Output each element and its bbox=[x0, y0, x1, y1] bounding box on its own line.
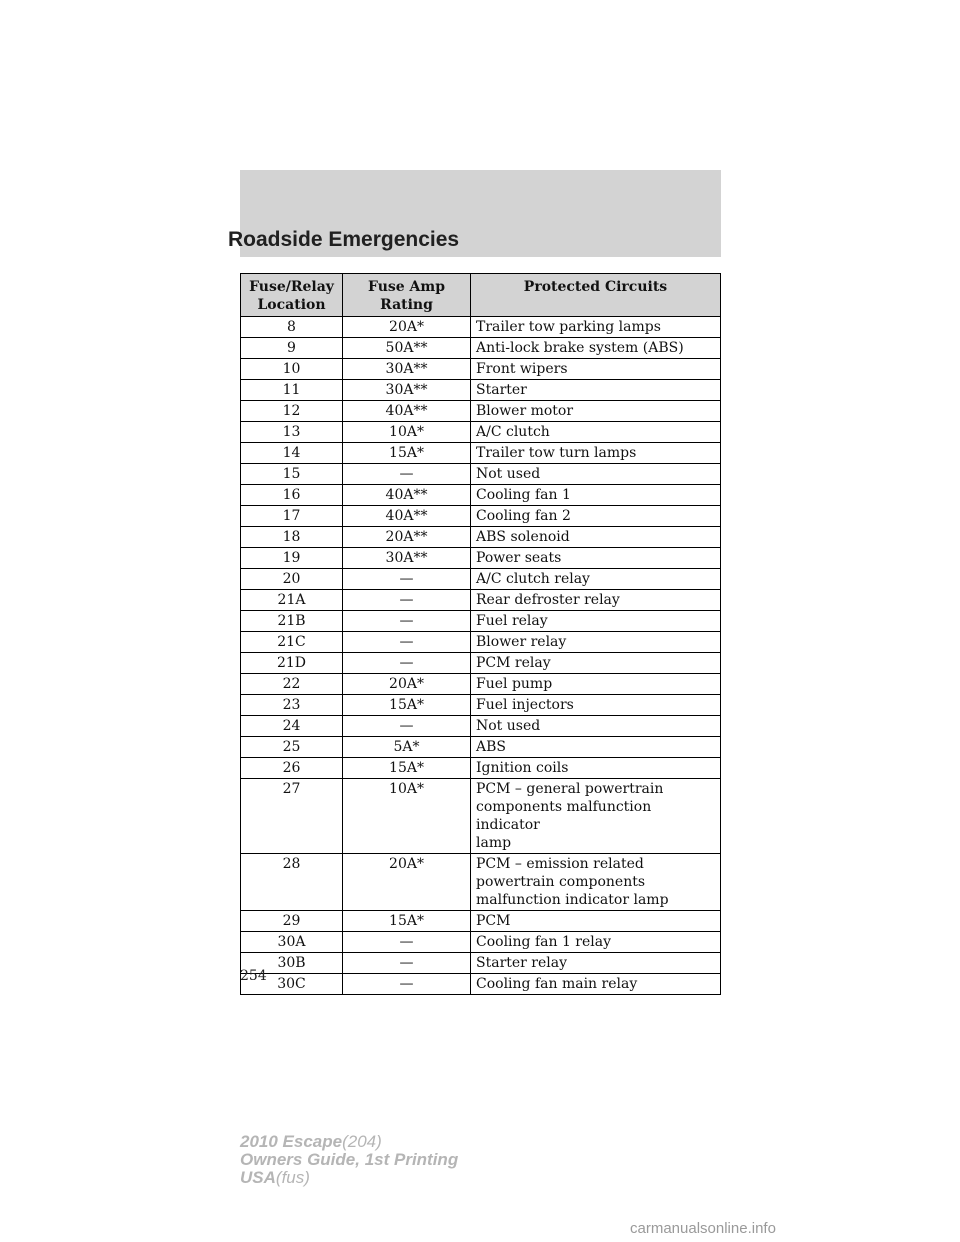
circuit-line: Blower relay bbox=[476, 634, 567, 650]
table-row bbox=[241, 317, 721, 338]
cell-location: 16 bbox=[241, 485, 343, 506]
cell-location: 18 bbox=[241, 527, 343, 548]
cell-rating: 50A** bbox=[343, 338, 471, 359]
table-row bbox=[241, 380, 721, 401]
cell-rating: 15A* bbox=[343, 695, 471, 716]
cell-rating: 30A** bbox=[343, 359, 471, 380]
cell-circuits bbox=[471, 380, 721, 401]
cell-circuits bbox=[471, 548, 721, 569]
cell-rating: 30A** bbox=[343, 548, 471, 569]
table-body bbox=[241, 317, 721, 995]
cell-location: 22 bbox=[241, 674, 343, 695]
cell-rating: — bbox=[343, 974, 471, 995]
cell-rating: 40A** bbox=[343, 506, 471, 527]
circuit-line: Starter bbox=[476, 382, 527, 398]
cell-location: 21A bbox=[241, 590, 343, 611]
cell-rating: 20A* bbox=[343, 674, 471, 695]
cell-rating: — bbox=[343, 611, 471, 632]
circuit-line: PCM relay bbox=[476, 655, 551, 671]
cell-circuits bbox=[471, 737, 721, 758]
cell-location: 30B bbox=[241, 953, 343, 974]
cell-location: 24 bbox=[241, 716, 343, 737]
cell-rating: 15A* bbox=[343, 911, 471, 932]
header-location: Fuse/Relay Location bbox=[241, 274, 343, 317]
cell-location: 9 bbox=[241, 338, 343, 359]
cell-circuits bbox=[471, 401, 721, 422]
cell-circuits bbox=[471, 953, 721, 974]
cell-rating: 15A* bbox=[343, 758, 471, 779]
cell-location: 15 bbox=[241, 464, 343, 485]
cell-circuits bbox=[471, 611, 721, 632]
circuit-line: components malfunction indicator bbox=[476, 799, 652, 833]
cell-circuits bbox=[471, 653, 721, 674]
cell-circuits bbox=[471, 506, 721, 527]
table-row bbox=[241, 464, 721, 485]
table-row bbox=[241, 506, 721, 527]
cell-location: 8 bbox=[241, 317, 343, 338]
table-row bbox=[241, 632, 721, 653]
circuit-line: Ignition coils bbox=[476, 760, 569, 776]
cell-location: 26 bbox=[241, 758, 343, 779]
table-row bbox=[241, 485, 721, 506]
cell-rating: 10A* bbox=[343, 422, 471, 443]
cell-circuits bbox=[471, 932, 721, 953]
circuit-line: powertrain components bbox=[476, 874, 646, 890]
cell-circuits bbox=[471, 422, 721, 443]
footer-line-3: USA(fus) bbox=[240, 1168, 310, 1187]
cell-location: 21B bbox=[241, 611, 343, 632]
page-number: 254 bbox=[240, 968, 267, 984]
section-title: Roadside Emergencies bbox=[228, 228, 460, 251]
circuit-line: Power seats bbox=[476, 550, 562, 566]
circuit-line: Fuel pump bbox=[476, 676, 553, 692]
print-footer bbox=[240, 1133, 458, 1187]
table-row bbox=[241, 974, 721, 995]
cell-circuits bbox=[471, 854, 721, 911]
circuit-line: Front wipers bbox=[476, 361, 568, 377]
table-row bbox=[241, 953, 721, 974]
header-rating: Fuse Amp Rating bbox=[343, 274, 471, 317]
circuit-line: Rear defroster relay bbox=[476, 592, 620, 608]
cell-location: 19 bbox=[241, 548, 343, 569]
circuit-line: Anti-lock brake system (ABS) bbox=[476, 340, 684, 356]
table-row bbox=[241, 569, 721, 590]
cell-circuits bbox=[471, 443, 721, 464]
cell-circuits bbox=[471, 338, 721, 359]
cell-circuits bbox=[471, 911, 721, 932]
circuit-line: malfunction indicator lamp bbox=[476, 892, 669, 908]
cell-circuits bbox=[471, 674, 721, 695]
cell-location: 30C bbox=[241, 974, 343, 995]
cell-circuits bbox=[471, 695, 721, 716]
circuit-line: Fuel injectors bbox=[476, 697, 574, 713]
cell-circuits bbox=[471, 974, 721, 995]
table-row bbox=[241, 779, 721, 854]
cell-location: 12 bbox=[241, 401, 343, 422]
table-row bbox=[241, 590, 721, 611]
table-row bbox=[241, 527, 721, 548]
table-row bbox=[241, 737, 721, 758]
fuse-table bbox=[240, 273, 721, 995]
cell-circuits bbox=[471, 464, 721, 485]
circuit-line: Not used bbox=[476, 466, 541, 482]
cell-circuits bbox=[471, 716, 721, 737]
circuit-line: PCM – general powertrain bbox=[476, 781, 664, 797]
cell-location: 21C bbox=[241, 632, 343, 653]
cell-circuits bbox=[471, 317, 721, 338]
cell-location: 30A bbox=[241, 932, 343, 953]
circuit-line: PCM – emission related bbox=[476, 856, 644, 872]
circuit-line: Cooling fan 2 bbox=[476, 508, 571, 524]
circuit-line: Trailer tow turn lamps bbox=[476, 445, 637, 461]
circuit-line: Not used bbox=[476, 718, 541, 734]
cell-location: 28 bbox=[241, 854, 343, 911]
cell-rating: 30A** bbox=[343, 380, 471, 401]
cell-rating: — bbox=[343, 932, 471, 953]
circuit-line: Starter relay bbox=[476, 955, 568, 971]
cell-circuits bbox=[471, 485, 721, 506]
cell-rating: 20A* bbox=[343, 317, 471, 338]
table-row bbox=[241, 338, 721, 359]
header-circuits: Protected Circuits bbox=[471, 274, 721, 317]
table-row bbox=[241, 854, 721, 911]
footer-line-2: Owners Guide, 1st Printing bbox=[240, 1150, 459, 1169]
table-row bbox=[241, 695, 721, 716]
cell-rating: — bbox=[343, 953, 471, 974]
cell-circuits bbox=[471, 779, 721, 854]
circuit-line: Cooling fan 1 relay bbox=[476, 934, 612, 950]
table-row bbox=[241, 422, 721, 443]
cell-rating: 5A* bbox=[343, 737, 471, 758]
cell-rating: 15A* bbox=[343, 443, 471, 464]
cell-location: 29 bbox=[241, 911, 343, 932]
circuit-line: Fuel relay bbox=[476, 613, 548, 629]
circuit-line: ABS solenoid bbox=[476, 529, 570, 545]
circuit-line: Cooling fan 1 bbox=[476, 487, 571, 503]
cell-rating: — bbox=[343, 569, 471, 590]
table-row bbox=[241, 443, 721, 464]
cell-rating: 20A* bbox=[343, 854, 471, 911]
cell-location: 13 bbox=[241, 422, 343, 443]
table-row bbox=[241, 548, 721, 569]
cell-location: 25 bbox=[241, 737, 343, 758]
watermark-link[interactable]: carmanualsonline.info bbox=[630, 1220, 776, 1237]
cell-rating: 20A** bbox=[343, 527, 471, 548]
cell-circuits bbox=[471, 527, 721, 548]
circuit-line: Blower motor bbox=[476, 403, 574, 419]
table-row bbox=[241, 674, 721, 695]
cell-rating: — bbox=[343, 653, 471, 674]
table-row bbox=[241, 611, 721, 632]
table-row bbox=[241, 758, 721, 779]
cell-location: 17 bbox=[241, 506, 343, 527]
circuit-line: Cooling fan main relay bbox=[476, 976, 638, 992]
table-row bbox=[241, 932, 721, 953]
cell-location: 10 bbox=[241, 359, 343, 380]
cell-circuits bbox=[471, 590, 721, 611]
table-row bbox=[241, 359, 721, 380]
table-header-row bbox=[241, 274, 721, 317]
circuit-line: ABS bbox=[476, 739, 506, 755]
cell-circuits bbox=[471, 359, 721, 380]
footer-line-1: 2010 Escape(204) bbox=[240, 1132, 382, 1151]
cell-location: 21D bbox=[241, 653, 343, 674]
table-row bbox=[241, 653, 721, 674]
circuit-line: Trailer tow parking lamps bbox=[476, 319, 661, 335]
cell-rating: 10A* bbox=[343, 779, 471, 854]
cell-rating: 40A** bbox=[343, 485, 471, 506]
cell-rating: — bbox=[343, 590, 471, 611]
circuit-line: A/C clutch relay bbox=[476, 571, 590, 587]
cell-location: 11 bbox=[241, 380, 343, 401]
table-row bbox=[241, 911, 721, 932]
cell-rating: 40A** bbox=[343, 401, 471, 422]
table-row bbox=[241, 401, 721, 422]
circuit-line: A/C clutch bbox=[476, 424, 550, 440]
cell-rating: — bbox=[343, 464, 471, 485]
circuit-line: PCM bbox=[476, 913, 511, 929]
cell-location: 20 bbox=[241, 569, 343, 590]
cell-circuits bbox=[471, 758, 721, 779]
cell-location: 23 bbox=[241, 695, 343, 716]
circuit-line: lamp bbox=[476, 835, 512, 851]
cell-circuits bbox=[471, 632, 721, 653]
cell-location: 27 bbox=[241, 779, 343, 854]
cell-location: 14 bbox=[241, 443, 343, 464]
cell-rating: — bbox=[343, 716, 471, 737]
cell-rating: — bbox=[343, 632, 471, 653]
table-row bbox=[241, 716, 721, 737]
cell-circuits bbox=[471, 569, 721, 590]
